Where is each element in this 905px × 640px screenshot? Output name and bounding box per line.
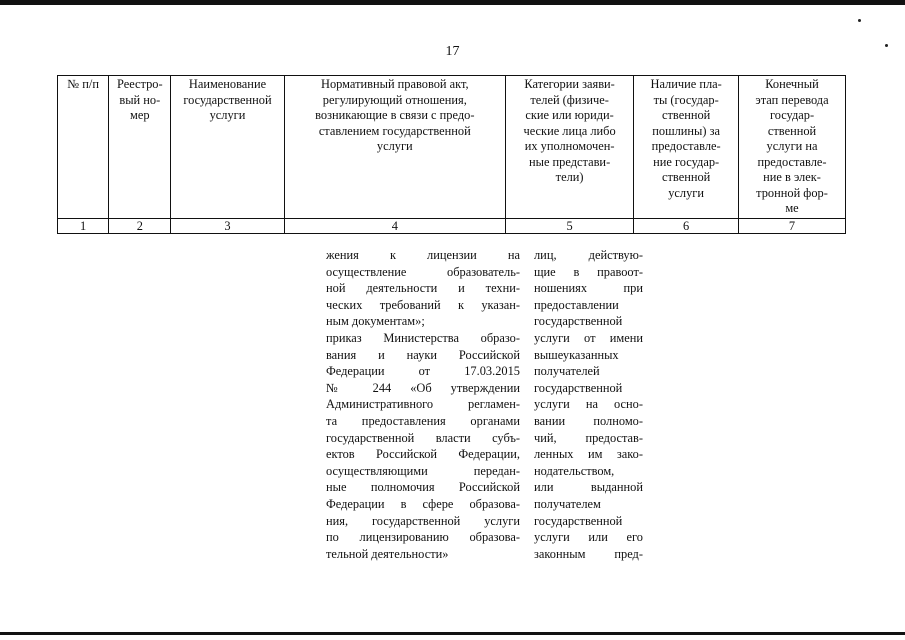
- header-text-line: предоставле-: [651, 139, 721, 153]
- header-text-line: ческие лица либо: [523, 123, 616, 138]
- top-scan-border: [0, 0, 905, 5]
- text-line: вания и науки Российской: [326, 347, 520, 362]
- column-number-row: [58, 218, 846, 233]
- text-line: осуществляющими передан-: [326, 463, 520, 478]
- header-text-line: ственной: [662, 170, 711, 184]
- header-text-line: государственной: [183, 92, 272, 107]
- text-line: государственной: [534, 380, 623, 395]
- text-line: ные полномочия Российской: [326, 480, 520, 495]
- text-line: щие в правоот-: [534, 264, 643, 279]
- column-number: 2: [109, 218, 171, 233]
- text-line: Федерации от 17.03.2015: [326, 364, 520, 379]
- text-line: жения к лицензии на: [326, 248, 520, 262]
- text-line: ния, государственной услуги: [326, 513, 520, 528]
- services-table-header: [57, 75, 846, 234]
- header-cell-final-stage: [739, 76, 846, 219]
- header-text-line: вый но-: [119, 92, 161, 107]
- text-line: государственной: [534, 513, 623, 528]
- header-text-line: ты (государ-: [653, 92, 719, 107]
- header-text-line: услуги: [376, 139, 413, 153]
- header-cell-legal-act: [284, 76, 505, 219]
- text-line: или выданной: [534, 480, 643, 495]
- header-text-line: Реестро-: [117, 77, 163, 91]
- text-line: вышеуказанных: [534, 347, 619, 362]
- header-text-line: Наименование: [188, 77, 267, 91]
- header-text-line: возникающие в связи с предо-: [315, 108, 475, 122]
- header-text-line: ме: [785, 201, 799, 215]
- column-number: 1: [58, 218, 109, 233]
- text-line: № 244 «Об утверждении: [326, 380, 520, 395]
- text-line: ным документам»;: [326, 314, 425, 329]
- text-line: ектов Российской Федерации,: [326, 447, 520, 462]
- header-text-line: ние в элек-: [763, 170, 821, 184]
- page-number: 17: [445, 44, 460, 59]
- text-line: ной деятельности и техни-: [326, 281, 520, 296]
- applicant-categories-continuation-text: [534, 247, 643, 562]
- text-line: ленных им зако-: [534, 447, 643, 462]
- header-cell-service-name: [171, 76, 284, 219]
- header-text-line: мер: [130, 108, 150, 122]
- column-number: 5: [505, 218, 633, 233]
- header-text-line: услуги: [209, 108, 246, 122]
- text-line: государственной: [534, 314, 623, 329]
- legal-act-continuation-text: [326, 247, 520, 562]
- text-line: получателем: [534, 496, 601, 511]
- header-text-line: Категории заяви-: [524, 77, 615, 91]
- text-line: лиц, действую-: [534, 248, 643, 262]
- header-cell-registry-number: [109, 76, 171, 219]
- header-text-line: тели): [555, 170, 584, 184]
- text-line: осуществление образователь-: [326, 264, 520, 279]
- header-text-line: Наличие пла-: [650, 77, 722, 91]
- text-line: государственной власти субъ-: [326, 430, 520, 445]
- header-text-line: услуги на: [766, 139, 818, 153]
- header-text-line: ственной: [662, 108, 711, 122]
- header-text-line: ставлением государственной: [318, 123, 471, 138]
- header-text-line: телей (физиче-: [530, 92, 609, 107]
- header-row: [58, 76, 846, 219]
- header-text-line: № п/п: [67, 77, 99, 91]
- header-text-line: государ-: [769, 108, 815, 122]
- header-text-line: их уполномочен-: [524, 139, 615, 153]
- text-line: ческих требований к указан-: [326, 297, 520, 312]
- column-number: 4: [284, 218, 505, 233]
- text-line: чий, предостав-: [534, 430, 643, 445]
- header-text-line: тронной фор-: [756, 185, 828, 200]
- text-line: та предоставления органами: [326, 413, 520, 428]
- text-line: Федерации в сфере образова-: [326, 496, 520, 511]
- header-text-line: Конечный: [765, 77, 819, 91]
- header-text-line: ные представи-: [529, 154, 611, 169]
- text-line: услуги от имени: [534, 330, 643, 345]
- header-cell-applicant-categories: [505, 76, 633, 219]
- text-line: Административного регламен-: [326, 397, 520, 412]
- header-text-line: ственной: [767, 123, 817, 138]
- header-text-line: услуги: [668, 185, 705, 200]
- text-line: получателей: [534, 364, 600, 379]
- text-line: нодательством,: [534, 463, 615, 478]
- text-line: тельной деятельности»: [326, 546, 449, 561]
- header-text-line: Нормативный правовой акт,: [321, 77, 469, 91]
- column-number: 3: [171, 218, 284, 233]
- text-line: законным пред-: [534, 546, 643, 561]
- header-text-line: регулирующий отношения,: [322, 92, 467, 107]
- column-number: 6: [634, 218, 739, 233]
- header-cell-row-number: [58, 76, 109, 219]
- text-line: услуги или его: [534, 530, 643, 545]
- text-line: вании полномо-: [534, 413, 643, 428]
- column-number: 7: [739, 218, 846, 233]
- bottom-scan-border: [0, 632, 905, 635]
- text-line: по лицензированию образова-: [326, 530, 520, 545]
- text-line: услуги на осно-: [534, 397, 643, 412]
- header-text-line: предоставле-: [757, 154, 827, 169]
- text-line: приказ Министерства образо-: [326, 330, 520, 345]
- text-line: предоставлении: [534, 297, 619, 312]
- header-text-line: этап перевода: [755, 92, 829, 107]
- header-text-line: пошлины) за: [652, 123, 721, 138]
- scan-speck: [858, 19, 861, 22]
- header-cell-fee-presence: [634, 76, 739, 219]
- text-line: ношениях при: [534, 281, 643, 296]
- header-text-line: ские или юриди-: [525, 108, 614, 122]
- header-text-line: ние государ-: [653, 154, 720, 169]
